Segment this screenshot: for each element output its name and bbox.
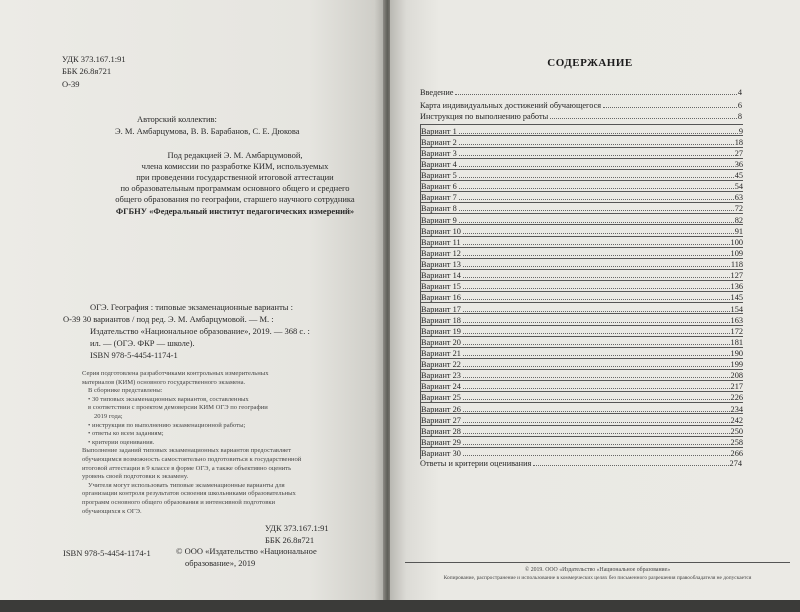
toc-leader-dots bbox=[459, 166, 734, 167]
toc-leader-dots bbox=[455, 94, 736, 95]
toc-entry-label: Вариант 20 bbox=[421, 337, 461, 347]
annotation-line: Учителя могут использовать типовые экзаменационные варианты для bbox=[88, 481, 285, 489]
toc-leader-dots bbox=[459, 144, 734, 145]
toc-leader-dots bbox=[463, 233, 734, 234]
imprint-page bbox=[0, 0, 386, 612]
toc-entry-page: 9 bbox=[738, 126, 743, 136]
annotation-line: обучающихся к ОГЭ. bbox=[82, 507, 142, 515]
toc-entry-page: 109 bbox=[730, 248, 743, 258]
toc-leader-dots bbox=[463, 333, 730, 334]
toc-leader-dots bbox=[463, 455, 730, 456]
toc-leader-dots bbox=[463, 311, 730, 312]
copyright-line: © ООО «Издательство «Национальное bbox=[176, 546, 317, 556]
toc-entry-page: 274 bbox=[729, 459, 742, 469]
toc-entry-page: 36 bbox=[734, 159, 743, 169]
isbn: ISBN 978-5-4454-1174-1 bbox=[90, 350, 178, 360]
toc-entry-label: Вариант 17 bbox=[421, 304, 461, 314]
toc-leader-dots bbox=[459, 222, 734, 223]
toc-leader-dots bbox=[463, 277, 730, 278]
footer-notice: Копирование, распространение и использование в коммерческих целях без письменного разрешения правообладателя не допускается bbox=[443, 575, 752, 581]
toc-leader-dots bbox=[463, 266, 730, 267]
editor-line: по образовательным программам основного общего и среднего bbox=[120, 183, 350, 193]
toc-entry-label: Введение bbox=[420, 88, 454, 98]
toc-leader-dots bbox=[603, 107, 737, 108]
annotation-line: • ответы ко всем заданиям; bbox=[88, 430, 164, 438]
toc-entry-label: Вариант 23 bbox=[421, 371, 461, 381]
table-surface bbox=[0, 600, 800, 612]
annotation-line: материалов (КИМ) основного государственного экзамена. bbox=[82, 378, 246, 386]
annotation-line: в соответствии с проектом демоверсии КИМ ОГЭ по географии bbox=[88, 404, 268, 412]
toc-entry-label: Вариант 5 bbox=[421, 171, 457, 181]
editor-line: Под редакцией Э. М. Амбарцумовой, bbox=[167, 150, 303, 160]
editor-line: при проведении государственной итоговой аттестации bbox=[136, 172, 334, 182]
annotation-line: итоговой аттестации в 9 классе в форме ОГЭ, а также объективно оценить bbox=[82, 464, 292, 472]
annotation-line: • 30 типовых экзаменационных вариантов, составленных bbox=[88, 395, 249, 403]
toc-entry-page: 118 bbox=[730, 260, 743, 270]
toc-entry-page: 190 bbox=[730, 349, 743, 358]
editor-line: общего образования по географии, старшего научного сотрудника bbox=[115, 194, 355, 204]
toc-leader-dots bbox=[459, 188, 734, 189]
toc-entry-page: 127 bbox=[730, 271, 743, 281]
editor-line: члена комиссии по разработке КИМ, используемых bbox=[141, 161, 329, 171]
biblio-line: ОГЭ. География : типовые экзаменационные варианты : bbox=[90, 302, 294, 312]
toc-leader-dots bbox=[459, 155, 734, 156]
toc-entry bbox=[420, 458, 742, 469]
toc-entry-label: Ответы и критерии оценивания bbox=[420, 459, 532, 469]
annotation-line: Выполнение заданий типовых экзаменационных вариантов предоставляет bbox=[82, 447, 292, 455]
toc-entry-label: Вариант 4 bbox=[421, 159, 457, 169]
toc-entry-label: Вариант 18 bbox=[421, 315, 461, 325]
toc-entry-label: Вариант 8 bbox=[421, 204, 457, 214]
toc-leader-dots bbox=[463, 355, 730, 356]
toc-leader-dots bbox=[463, 244, 730, 245]
toc-leader-dots bbox=[463, 411, 730, 412]
toc-entry-page: 54 bbox=[734, 182, 743, 192]
toc-entry-page: 172 bbox=[730, 326, 743, 336]
toc-entry-page: 154 bbox=[730, 304, 743, 314]
toc-leader-dots bbox=[463, 399, 730, 400]
toc-entry-label: Вариант 6 bbox=[421, 182, 457, 192]
toc-entry-page: 136 bbox=[730, 282, 743, 292]
toc-entry-page: 199 bbox=[730, 360, 743, 370]
author-mark: О-39 bbox=[62, 79, 80, 89]
toc-leader-dots bbox=[463, 422, 730, 423]
toc-entry-label: Вариант 11 bbox=[421, 237, 461, 247]
toc-leader-dots bbox=[463, 366, 730, 367]
toc-entry-label: Вариант 2 bbox=[421, 137, 457, 147]
toc-entry-label: Вариант 22 bbox=[421, 360, 461, 370]
biblio-line: О-39 30 вариантов / под ред. Э. М. Амбарцумовой. — М. : bbox=[63, 314, 274, 324]
toc-entry-page: 82 bbox=[734, 215, 743, 225]
toc-leader-dots bbox=[463, 377, 730, 378]
annotation-line: программ основного общего образования и интенсивной подготовки bbox=[82, 499, 276, 506]
toc-entry-page: 163 bbox=[730, 315, 743, 325]
biblio-line: Издательство «Национальное образование», 2019. — 368 с. : bbox=[90, 326, 310, 336]
toc-leader-dots bbox=[463, 322, 730, 323]
bbk-code-bottom: ББК 26.8я721 bbox=[265, 535, 315, 545]
toc-leader-dots bbox=[463, 299, 730, 300]
bbk-code: ББК 26.8я721 bbox=[62, 66, 112, 76]
toc-entry-label: Карта индивидуальных достижений обучающегося bbox=[420, 101, 602, 111]
copyright-line: образование», 2019 bbox=[185, 558, 256, 568]
toc-entry-label: Вариант 7 bbox=[421, 193, 457, 203]
toc-entry-page: 181 bbox=[730, 337, 743, 347]
toc-entry-page: 250 bbox=[730, 426, 743, 436]
editor-line: ФГБНУ «Федеральный институт педагогических измерений» bbox=[115, 206, 355, 216]
toc-entry-page: 226 bbox=[730, 393, 743, 403]
contents-title: СОДЕРЖАНИЕ bbox=[547, 57, 633, 69]
toc-leader-dots bbox=[459, 199, 734, 200]
toc-leader-dots bbox=[463, 288, 730, 289]
toc-entry-label: Вариант 9 bbox=[421, 215, 457, 225]
toc-entry-page: 72 bbox=[734, 204, 743, 214]
toc-leader-dots bbox=[533, 465, 728, 466]
toc-entry-label: Инструкция по выполнению работы bbox=[420, 112, 549, 122]
biblio-line: ил. — (ОГЭ. ФКР — школе). bbox=[90, 338, 195, 348]
toc-entry-page: 8 bbox=[737, 112, 742, 122]
toc-entry-label: Вариант 13 bbox=[421, 260, 461, 270]
annotation-line: обучающимся возможность самостоятельно подготовиться к государственной bbox=[82, 456, 302, 463]
authors-heading: Авторский коллектив: bbox=[137, 114, 217, 124]
toc-entry-page: 100 bbox=[730, 237, 743, 247]
toc-entry-page: 45 bbox=[734, 171, 743, 181]
annotation-line: В сборнике представлены: bbox=[88, 387, 163, 395]
toc-entry-label: Вариант 19 bbox=[421, 326, 461, 336]
toc-leader-dots bbox=[459, 210, 734, 211]
toc-entry-page: 145 bbox=[730, 293, 743, 303]
toc-entry-label: Вариант 15 bbox=[421, 282, 461, 292]
toc-entry-page: 258 bbox=[730, 437, 743, 447]
toc-entry-page: 266 bbox=[730, 449, 743, 459]
toc-entry-label: Вариант 29 bbox=[421, 437, 461, 447]
toc-entry bbox=[420, 100, 742, 111]
toc-leader-dots bbox=[459, 133, 738, 134]
toc-leader-dots bbox=[463, 344, 730, 345]
toc-entry-label: Вариант 25 bbox=[421, 393, 461, 403]
toc-leader-dots bbox=[463, 433, 730, 434]
toc-entry bbox=[420, 111, 742, 122]
udk-code: УДК 373.167.1:91 bbox=[62, 54, 126, 64]
toc-entry-page: 4 bbox=[737, 88, 742, 98]
annotation-line: • критерии оценивания. bbox=[88, 438, 155, 446]
authors-list: Э. М. Амбарцумова, В. В. Барабанов, С. Е. Дюкова bbox=[115, 126, 300, 136]
toc-entry-label: Вариант 10 bbox=[421, 226, 461, 236]
toc-entry-label: Вариант 24 bbox=[421, 382, 461, 392]
toc-entry-label: Вариант 28 bbox=[421, 426, 461, 436]
footer-rule bbox=[405, 562, 790, 563]
toc-entry-page: 242 bbox=[730, 415, 743, 425]
toc-entry bbox=[420, 87, 742, 98]
toc-entry-page: 91 bbox=[734, 226, 743, 236]
toc-entry-page: 6 bbox=[737, 101, 742, 111]
toc-leader-dots bbox=[550, 118, 737, 119]
toc-entry-page: 63 bbox=[734, 193, 743, 203]
toc-leader-dots bbox=[463, 388, 730, 389]
toc-leader-dots bbox=[463, 255, 730, 256]
toc-entry-page: 208 bbox=[730, 371, 743, 381]
toc-entry-label: Вариант 3 bbox=[421, 148, 457, 158]
annotation-line: 2019 года; bbox=[94, 413, 123, 420]
isbn-bottom: ISBN 978-5-4454-1174-1 bbox=[63, 548, 151, 558]
annotation-line: Серия подготовлена разработчиками контрольных измерительных bbox=[82, 370, 269, 377]
toc-leader-dots bbox=[459, 177, 734, 178]
toc-entry-label: Вариант 21 bbox=[421, 349, 461, 358]
toc-entry-page: 234 bbox=[730, 404, 743, 414]
toc-leader-dots bbox=[463, 444, 730, 445]
toc-entry-label: Вариант 30 bbox=[421, 449, 461, 459]
toc-entry-label: Вариант 16 bbox=[421, 293, 461, 303]
toc-entry-label: Вариант 26 bbox=[421, 404, 461, 414]
annotation-line: уровень своей подготовки к экзамену. bbox=[82, 473, 189, 481]
toc-entry-page: 217 bbox=[730, 382, 743, 392]
footer-copyright: © 2019. ООО «Издательство «Национальное образование» bbox=[524, 567, 671, 573]
toc-entry-page: 27 bbox=[734, 148, 743, 158]
toc-entry-label: Вариант 27 bbox=[421, 415, 461, 425]
annotation-line: организации контроля результатов освоения школьниками образовательных bbox=[82, 490, 296, 498]
toc-entry-label: Вариант 12 bbox=[421, 248, 461, 258]
toc-entry-label: Вариант 1 bbox=[421, 126, 457, 136]
annotation-line: • инструкция по выполнению экзаменационной работы; bbox=[88, 421, 246, 429]
toc-entry-page: 18 bbox=[734, 137, 743, 147]
udk-code-bottom: УДК 373.167.1:91 bbox=[265, 523, 329, 533]
toc-entry-label: Вариант 14 bbox=[421, 271, 461, 281]
